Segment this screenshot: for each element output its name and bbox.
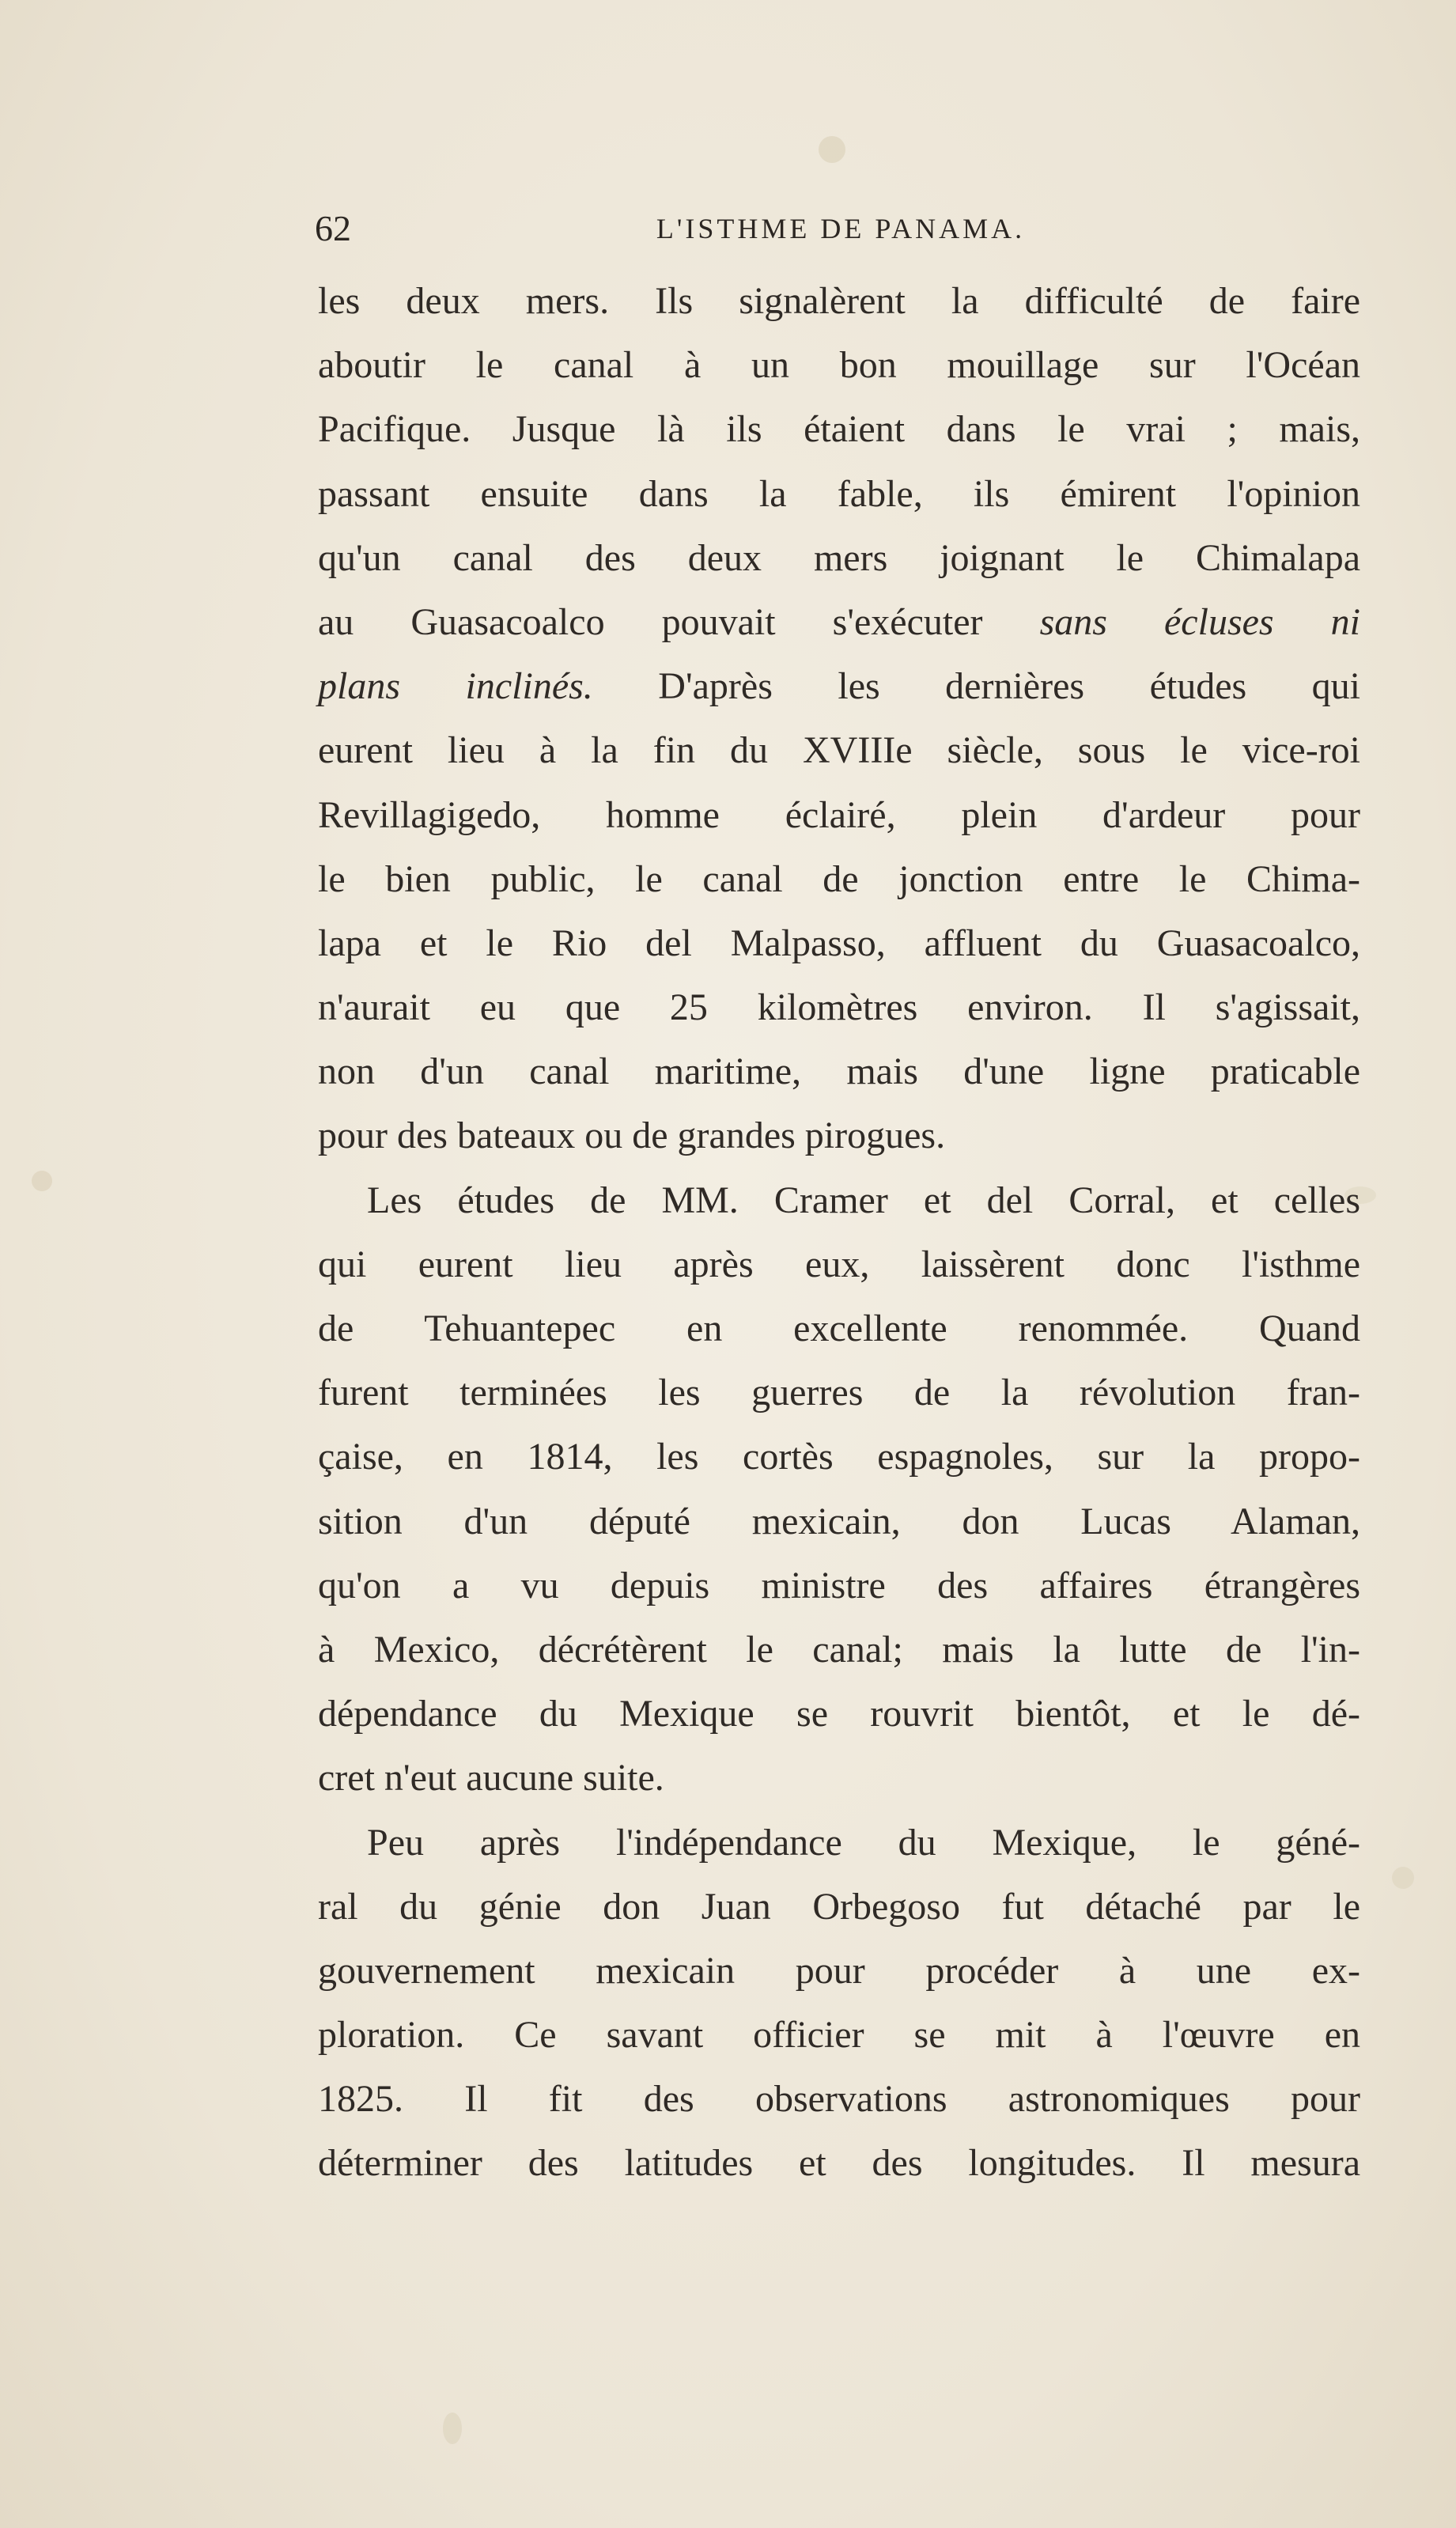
text-line: qu'un canal des deux mers joignant le Chimalapa (318, 536, 1360, 579)
paper-stain (819, 136, 845, 163)
text-line: déterminer des latitudes et des longitudes. Il mesura (318, 2142, 1360, 2185)
paper-stain (1392, 1867, 1414, 1889)
text-line: aboutir le canal à un bon mouillage sur l'Océan (318, 344, 1360, 387)
paper-stain (32, 1171, 52, 1191)
text-line: le bien public, le canal de jonction entre le Chima- (318, 857, 1360, 900)
text-line: Peu après l'indépendance du Mexique, le géné- (367, 1821, 1360, 1864)
text-line: cret n'eut aucune suite. (318, 1757, 664, 1799)
text-line: qu'on a vu depuis ministre des affaires étrangères (318, 1564, 1360, 1606)
text-body (318, 269, 1360, 2196)
text-line: 1825. Il fit des observations astronomiques pour (318, 2078, 1360, 2121)
text-line: ploration. Ce savant officier se mit à l'œuvre en (318, 2014, 1360, 2057)
text-line: qui eurent lieu après eux, laissèrent donc l'isthme (318, 1243, 1360, 1285)
text-segment: au Guasacoalco pouvait s'exécuter (318, 600, 983, 643)
text-line: lapa et le Rio del Malpasso, affluent du Guasacoalco, (318, 922, 1360, 964)
text-line: Revillagigedo, homme éclairé, plein d'ardeur pour (318, 793, 1360, 836)
text-line: pour des bateaux ou de grandes pirogues. (318, 1115, 946, 1157)
text-line: n'aurait eu que 25 kilomètres environ. Il s'agissait, (318, 986, 1360, 1029)
text-line: sition d'un député mexicain, don Lucas Alaman, (318, 1500, 1360, 1542)
text-line: les deux mers. Ils signalèrent la difficulté de faire (318, 280, 1360, 322)
running-title: L'ISTHME DE PANAMA. (656, 213, 1026, 244)
page-number: 62 (315, 208, 351, 248)
text-line: ral du génie don Juan Orbegoso fut détaché par le (318, 1885, 1360, 1928)
text-line: eurent lieu à la fin du XVIIIe siècle, sous le vice-roi (318, 729, 1360, 772)
text-line (318, 654, 1360, 718)
text-line: à Mexico, décrétèrent le canal; mais la lutte de l'in- (318, 1628, 1360, 1671)
text-line (318, 590, 1360, 654)
italic-segment: plans inclinés. (318, 665, 593, 708)
text-line: dépendance du Mexique se rouvrit bientôt, et le dé- (318, 1693, 1360, 1735)
text-line: de Tehuantepec en excellente renommée. Quand (318, 1308, 1360, 1349)
paper-stain (443, 2413, 462, 2444)
text-line: Pacifique. Jusque là ils étaient dans le vrai ; mais, (318, 408, 1360, 451)
text-line: passant ensuite dans la fable, ils émirent l'opinion (318, 472, 1360, 515)
italic-segment: sans écluses ni (1039, 600, 1360, 643)
text-line: Les études de MM. Cramer et del Corral, et celles (367, 1179, 1360, 1221)
text-line: çaise, en 1814, les cortès espagnoles, sur la propo- (318, 1436, 1360, 1478)
text-line: gouvernement mexicain pour procéder à une ex- (318, 1949, 1360, 1992)
text-line: furent terminées les guerres de la révolution fran- (318, 1372, 1360, 1414)
text-line: non d'un canal maritime, mais d'une ligne praticable (318, 1050, 1360, 1093)
text-segment: D'après les dernières études qui (592, 665, 1361, 708)
running-header (315, 207, 1367, 255)
